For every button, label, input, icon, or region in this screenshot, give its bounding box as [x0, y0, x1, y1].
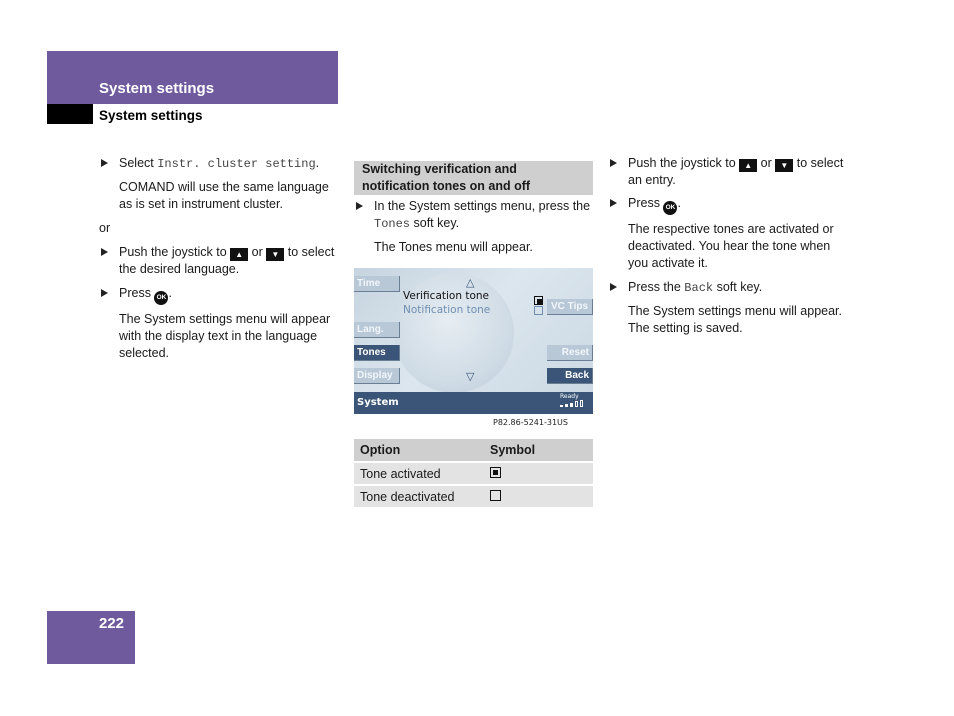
option-cell: Tone activated — [354, 463, 484, 484]
step-note: The respective tones are activated or deactivated. You hear the tone when you activate it. — [628, 222, 834, 270]
arrow-up-icon: ▲ — [230, 248, 248, 261]
or-text: or — [99, 221, 111, 235]
arrow-down-icon: ▼ — [775, 159, 793, 172]
middle-column — [354, 198, 594, 256]
menu-code: Tones — [374, 217, 411, 231]
softkey-reset: Reset — [547, 345, 593, 361]
step-press: Press OK . — [99, 285, 339, 305]
step-note: The Tones menu will appear. — [374, 240, 533, 254]
step-joystick: Push the joystick to ▲ or ▼ to select the desired language. — [99, 244, 339, 278]
status-label: System — [357, 397, 399, 408]
column-header-option: Option — [354, 439, 484, 461]
left-column — [99, 155, 339, 362]
ok-button-icon: OK — [154, 291, 168, 305]
softkey-vc-tips: VC Tips — [547, 299, 593, 315]
scroll-up-icon: △ — [466, 276, 475, 289]
ready-label: Ready — [560, 393, 579, 400]
tone-activated-icon — [490, 467, 501, 478]
section-heading: Switching verification and notification tones on and off — [354, 161, 593, 195]
notification-tone-label: Notification tone — [403, 304, 491, 316]
menu-code: Instr. cluster setting — [157, 157, 316, 171]
screen-status-bar — [354, 392, 593, 414]
softkey-lang: Lang. — [354, 322, 400, 338]
right-column — [608, 155, 850, 337]
verification-tone-label: Verification tone — [403, 290, 489, 302]
arrow-up-icon: ▲ — [739, 159, 757, 172]
option-symbol-table — [354, 437, 593, 509]
option-cell: Tone deactivated — [354, 486, 484, 507]
scroll-down-icon: ▽ — [466, 370, 475, 383]
signal-strength-icon — [560, 400, 588, 408]
step-note: The System settings menu will appear. The setting is saved. — [628, 304, 842, 335]
softkey-back: Back — [547, 368, 593, 384]
step-press: Press OK . — [608, 195, 850, 215]
checkbox-checked-icon — [534, 296, 543, 305]
column-header-symbol: Symbol — [484, 439, 593, 461]
ok-button-icon: OK — [663, 201, 677, 215]
page-number: 222 — [99, 615, 125, 632]
step-note: COMAND will use the same language as is set in instrument cluster. — [119, 180, 329, 211]
symbol-cell — [484, 486, 593, 507]
checkbox-unchecked-icon — [534, 306, 543, 315]
arrow-down-icon: ▼ — [266, 248, 284, 261]
tones-menu-screen — [354, 268, 593, 414]
page-subtitle: System settings — [99, 108, 203, 123]
softkey-tones: Tones — [354, 345, 400, 361]
symbol-cell — [484, 463, 593, 484]
step-note: The System settings menu will appear with the display text in the language selected. — [119, 312, 331, 360]
tone-deactivated-icon — [490, 490, 501, 501]
step-joystick: Push the joystick to ▲ or ▼ to select an entry. — [608, 155, 850, 189]
figure-caption: P82.86-5241-31US — [493, 418, 568, 427]
table-row — [354, 486, 593, 507]
step-select: Select Instr. cluster setting. — [99, 155, 339, 173]
step-tones: In the System settings menu, press the Tones soft key. — [354, 198, 594, 233]
table-header-row — [354, 439, 593, 461]
step-back: Press the Back soft key. — [608, 279, 850, 297]
table-row — [354, 463, 593, 484]
softkey-time: Time — [354, 276, 400, 292]
page-title: System settings — [99, 80, 215, 97]
section-marker — [47, 104, 93, 124]
menu-code: Back — [684, 281, 714, 295]
softkey-display: Display — [354, 368, 400, 384]
